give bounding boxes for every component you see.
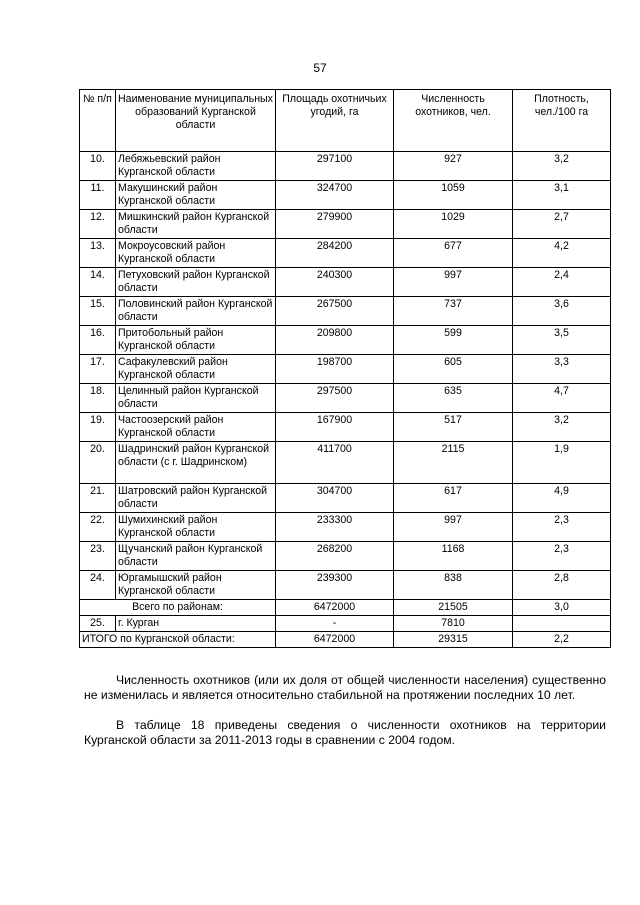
row-name: Половинский район Курганской области	[116, 297, 276, 326]
page-number: 57	[313, 61, 327, 75]
row-name: Частоозерский район Курганской области	[116, 413, 276, 442]
row-area: 167900	[276, 413, 394, 442]
table-row	[80, 326, 611, 355]
subtotal-label: Всего по районам:	[80, 600, 276, 616]
kurgan-density	[513, 616, 611, 632]
row-density: 4,7	[513, 384, 611, 413]
row-name: Шумихинский район Курганской области	[116, 513, 276, 542]
row-hunters: 605	[394, 355, 513, 384]
row-name: Сафакулевский район Курганской области	[116, 355, 276, 384]
table-row	[80, 413, 611, 442]
header-density: Плотность, чел./100 га	[513, 90, 611, 152]
row-name: Щучанский район Курганской области	[116, 542, 276, 571]
header-name: Наименование муниципальных образований Курганской области	[116, 90, 276, 152]
row-hunters: 1029	[394, 210, 513, 239]
row-density: 2,3	[513, 513, 611, 542]
row-hunters: 1168	[394, 542, 513, 571]
table-header-row	[80, 90, 611, 152]
row-name: Лебяжьевский район Курганской области	[116, 152, 276, 181]
row-hunters: 2115	[394, 442, 513, 484]
row-hunters: 617	[394, 484, 513, 513]
row-hunters: 517	[394, 413, 513, 442]
row-num: 18.	[80, 384, 116, 413]
row-density: 3,2	[513, 413, 611, 442]
table-row	[80, 355, 611, 384]
row-density: 2,3	[513, 542, 611, 571]
kurgan-num: 25.	[80, 616, 116, 632]
header-num: № п/п	[80, 90, 116, 152]
row-num: 15.	[80, 297, 116, 326]
header-area: Площадь охотничьих угодий, га	[276, 90, 394, 152]
total-row	[80, 632, 611, 648]
row-area: 240300	[276, 268, 394, 297]
row-num: 13.	[80, 239, 116, 268]
row-area: 209800	[276, 326, 394, 355]
total-hunters: 29315	[394, 632, 513, 648]
total-area: 6472000	[276, 632, 394, 648]
row-area: 239300	[276, 571, 394, 600]
row-density: 4,9	[513, 484, 611, 513]
table-row	[80, 513, 611, 542]
row-hunters: 997	[394, 513, 513, 542]
row-hunters: 599	[394, 326, 513, 355]
row-num: 20.	[80, 442, 116, 484]
row-name: Юргамышский район Курганской области	[116, 571, 276, 600]
row-num: 22.	[80, 513, 116, 542]
row-name: Петуховский район Курганской области	[116, 268, 276, 297]
row-hunters: 677	[394, 239, 513, 268]
total-density: 2,2	[513, 632, 611, 648]
table-row	[80, 181, 611, 210]
row-area: 284200	[276, 239, 394, 268]
row-area: 297500	[276, 384, 394, 413]
row-hunters: 927	[394, 152, 513, 181]
table-row	[80, 571, 611, 600]
row-num: 12.	[80, 210, 116, 239]
row-area: 304700	[276, 484, 394, 513]
row-num: 11.	[80, 181, 116, 210]
row-density: 3,2	[513, 152, 611, 181]
row-num: 24.	[80, 571, 116, 600]
row-name: Макушинский район Курганской области	[116, 181, 276, 210]
row-name: Целинный район Курганской области	[116, 384, 276, 413]
row-density: 3,3	[513, 355, 611, 384]
table-row	[80, 484, 611, 513]
table-row	[80, 384, 611, 413]
paragraph-stability: Численность охотников (или их доля от общей численности населения) существенно не изменилась и является относительно стабильной на протяжении последних 10 лет.	[84, 673, 606, 702]
row-area: 268200	[276, 542, 394, 571]
row-num: 10.	[80, 152, 116, 181]
row-num: 23.	[80, 542, 116, 571]
subtotal-hunters: 21505	[394, 600, 513, 616]
subtotal-density: 3,0	[513, 600, 611, 616]
row-density: 2,8	[513, 571, 611, 600]
row-name: Шадринский район Курганской области (с г. Шадринском)	[116, 442, 276, 484]
table-body	[80, 152, 611, 648]
row-name: Притобольный район Курганской области	[116, 326, 276, 355]
row-area: 279900	[276, 210, 394, 239]
row-hunters: 635	[394, 384, 513, 413]
row-area: 233300	[276, 513, 394, 542]
row-area: 297100	[276, 152, 394, 181]
row-density: 2,7	[513, 210, 611, 239]
row-name: Мокроусовский район Курганской области	[116, 239, 276, 268]
kurgan-hunters: 7810	[394, 616, 513, 632]
row-name: Мишкинский район Курганской области	[116, 210, 276, 239]
row-density: 3,5	[513, 326, 611, 355]
table-row	[80, 239, 611, 268]
hunters-table	[79, 89, 611, 648]
table-row	[80, 210, 611, 239]
row-density: 3,1	[513, 181, 611, 210]
row-density: 1,9	[513, 442, 611, 484]
row-name: Шатровский район Курганской области	[116, 484, 276, 513]
table-row	[80, 268, 611, 297]
row-area: 411700	[276, 442, 394, 484]
table-row	[80, 297, 611, 326]
header-hunters: Численность охотников, чел.	[394, 90, 513, 152]
row-density: 2,4	[513, 268, 611, 297]
table-row	[80, 542, 611, 571]
row-density: 4,2	[513, 239, 611, 268]
row-num: 19.	[80, 413, 116, 442]
row-area: 324700	[276, 181, 394, 210]
table-row	[80, 152, 611, 181]
kurgan-row	[80, 616, 611, 632]
row-num: 14.	[80, 268, 116, 297]
table-row	[80, 442, 611, 484]
paragraph-table-reference: В таблице 18 приведены сведения о численности охотников на территории Курганской области за 2011-2013 годы в сравнении с 2004 годом.	[84, 718, 606, 747]
subtotal-area: 6472000	[276, 600, 394, 616]
row-num: 16.	[80, 326, 116, 355]
row-hunters: 838	[394, 571, 513, 600]
kurgan-name: г. Курган	[116, 616, 276, 632]
row-area: 267500	[276, 297, 394, 326]
row-hunters: 737	[394, 297, 513, 326]
row-num: 21.	[80, 484, 116, 513]
row-area: 198700	[276, 355, 394, 384]
total-label: ИТОГО по Курганской области:	[80, 632, 276, 648]
kurgan-area: -	[276, 616, 394, 632]
row-density: 3,6	[513, 297, 611, 326]
subtotal-row	[80, 600, 611, 616]
row-hunters: 1059	[394, 181, 513, 210]
row-hunters: 997	[394, 268, 513, 297]
row-num: 17.	[80, 355, 116, 384]
